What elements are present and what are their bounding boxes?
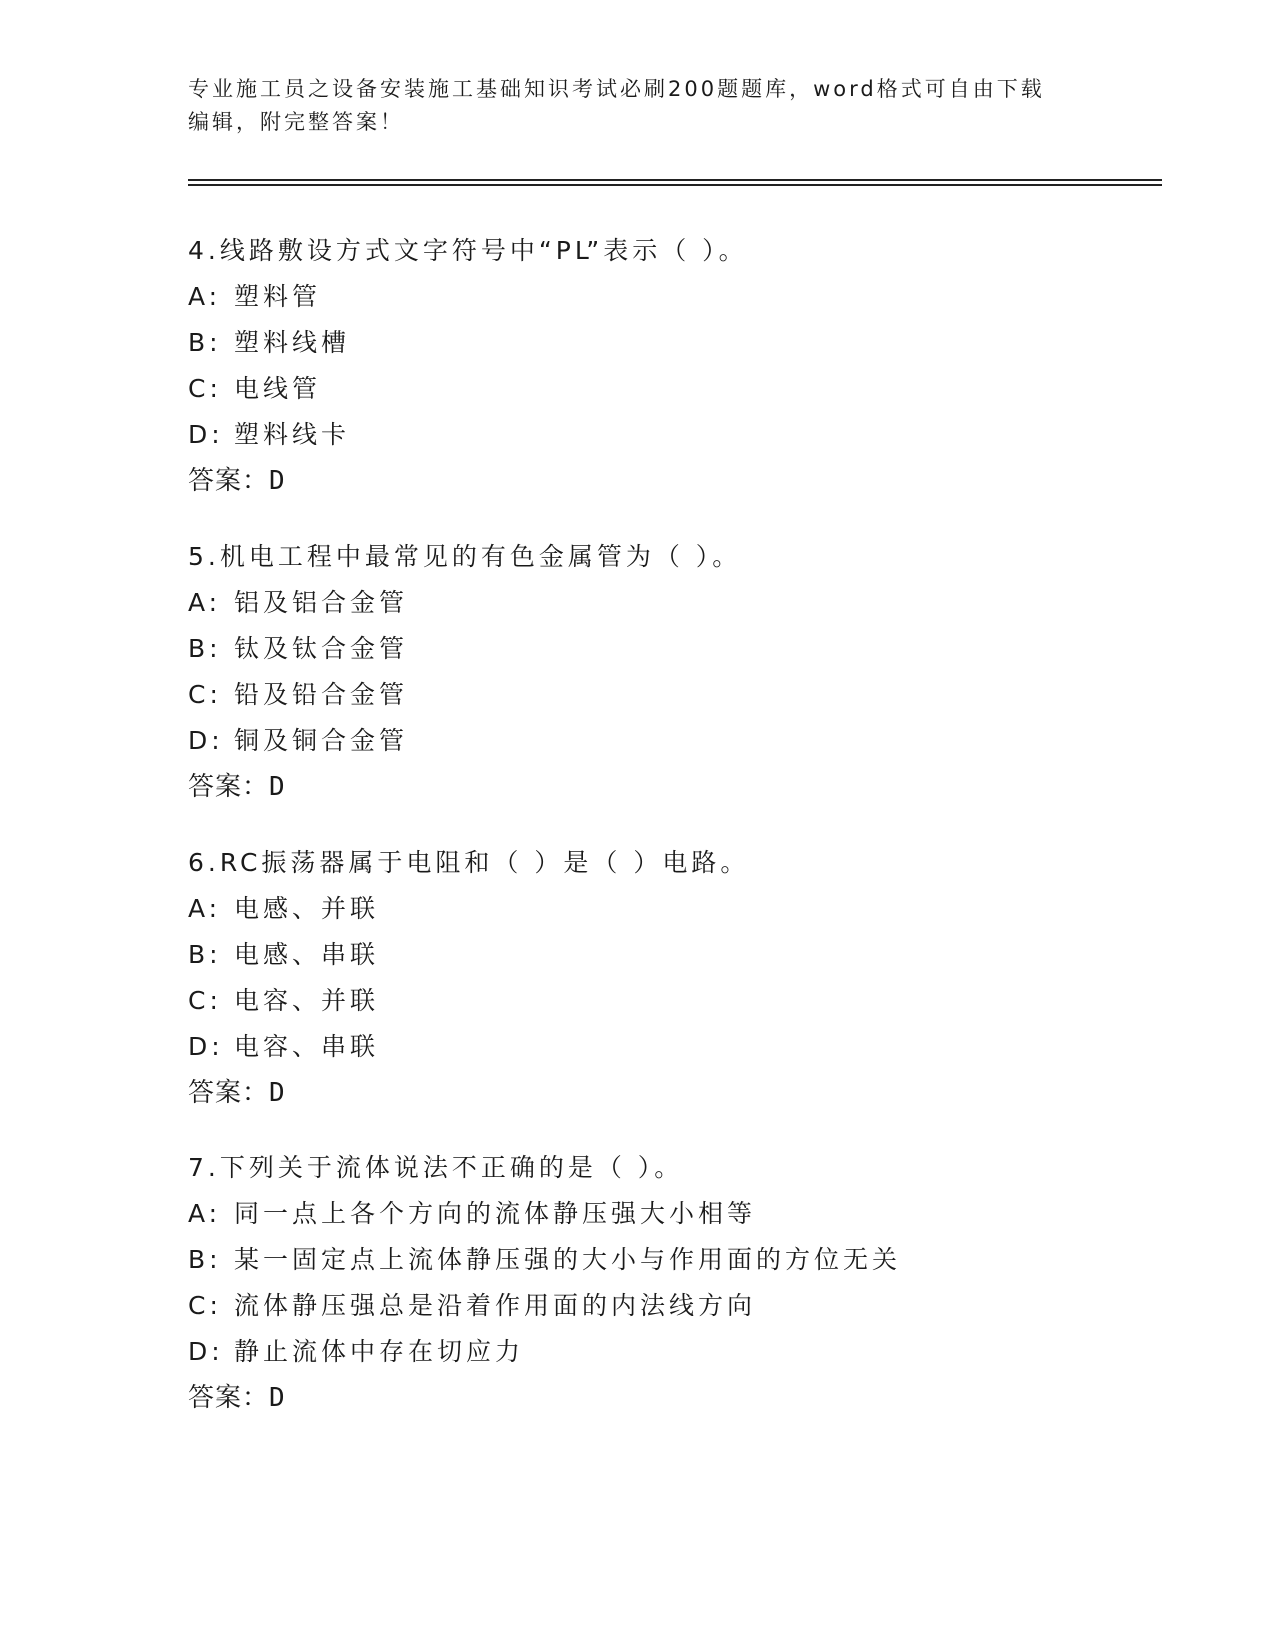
option-text: 电感、并联 bbox=[234, 894, 380, 923]
question-stem: 7.下列关于流体说法不正确的是（ ）。 bbox=[188, 1153, 684, 1182]
answer-line bbox=[188, 1070, 1148, 1116]
option-d bbox=[188, 718, 1148, 764]
option-letter: A: bbox=[188, 282, 222, 311]
answer-label: 答案： bbox=[188, 1078, 270, 1108]
option-b bbox=[188, 320, 1148, 366]
option-text: 电容、并联 bbox=[234, 986, 380, 1015]
option-text: 电感、串联 bbox=[234, 940, 380, 969]
question-stem: 4.线路敷设方式文字符号中“PL”表示（ ）。 bbox=[188, 236, 748, 265]
option-letter: A: bbox=[188, 1199, 222, 1228]
option-c bbox=[188, 366, 1148, 412]
question-5 bbox=[188, 534, 1148, 810]
answer-label: 答案： bbox=[188, 466, 270, 496]
question-stem: 5.机电工程中最常见的有色金属管为（ ）。 bbox=[188, 542, 742, 571]
answer-line bbox=[188, 764, 1148, 810]
option-a bbox=[188, 580, 1148, 626]
option-text: 铅及铅合金管 bbox=[234, 680, 409, 709]
option-letter: B: bbox=[188, 940, 222, 969]
option-text: 静止流体中存在切应力 bbox=[234, 1337, 525, 1366]
answer-label: 答案： bbox=[188, 1383, 270, 1413]
option-text: 电线管 bbox=[234, 374, 322, 403]
option-d bbox=[188, 1024, 1148, 1070]
option-text: 同一点上各个方向的流体静压强大小相等 bbox=[234, 1199, 757, 1228]
answer-line bbox=[188, 458, 1148, 504]
option-letter: C: bbox=[188, 1291, 222, 1320]
option-text: 电容、串联 bbox=[234, 1032, 380, 1061]
option-c bbox=[188, 672, 1148, 718]
document-header bbox=[188, 73, 1068, 139]
option-a bbox=[188, 274, 1148, 320]
question-4 bbox=[188, 228, 1148, 504]
option-d bbox=[188, 412, 1148, 458]
option-letter: D: bbox=[188, 726, 224, 755]
question-stem: 6.RC振荡器属于电阻和（ ）是（ ）电路。 bbox=[188, 848, 750, 877]
option-letter: C: bbox=[188, 374, 222, 403]
option-a bbox=[188, 1191, 1148, 1237]
option-text: 铜及铜合金管 bbox=[234, 726, 409, 755]
option-letter: A: bbox=[188, 894, 222, 923]
option-d bbox=[188, 1329, 1148, 1375]
answer-value: D bbox=[269, 1383, 286, 1413]
header-title-line-1: 专业施工员之设备安装施工基础知识考试必刷200题题库，word格式可自由下载 bbox=[188, 77, 1045, 101]
answer-label: 答案： bbox=[188, 772, 270, 802]
option-letter: C: bbox=[188, 986, 222, 1015]
header-title-line-2: 编辑，附完整答案！ bbox=[188, 110, 404, 134]
option-letter: B: bbox=[188, 328, 222, 357]
answer-line bbox=[188, 1375, 1148, 1421]
option-text: 铝及铝合金管 bbox=[234, 588, 409, 617]
option-text: 钛及钛合金管 bbox=[234, 634, 409, 663]
option-letter: B: bbox=[188, 1245, 222, 1274]
option-letter: C: bbox=[188, 680, 222, 709]
option-text: 流体静压强总是沿着作用面的内法线方向 bbox=[234, 1291, 757, 1320]
option-b bbox=[188, 1237, 1148, 1283]
option-letter: B: bbox=[188, 634, 222, 663]
option-c bbox=[188, 1283, 1148, 1329]
option-letter: A: bbox=[188, 588, 222, 617]
option-c bbox=[188, 978, 1148, 1024]
option-text: 塑料线槽 bbox=[234, 328, 351, 357]
question-6 bbox=[188, 840, 1148, 1116]
question-7 bbox=[188, 1145, 1148, 1421]
header-divider-bottom bbox=[188, 184, 1162, 186]
answer-value: D bbox=[269, 772, 286, 802]
option-text: 塑料管 bbox=[234, 282, 322, 311]
option-text: 塑料线卡 bbox=[234, 420, 351, 449]
option-letter: D: bbox=[188, 1337, 224, 1366]
option-a bbox=[188, 886, 1148, 932]
answer-value: D bbox=[269, 1078, 286, 1108]
option-b bbox=[188, 932, 1148, 978]
option-b bbox=[188, 626, 1148, 672]
option-letter: D: bbox=[188, 1032, 224, 1061]
header-divider-top bbox=[188, 179, 1162, 181]
answer-value: D bbox=[269, 466, 286, 496]
option-text: 某一固定点上流体静压强的大小与作用面的方位无关 bbox=[234, 1245, 902, 1274]
option-letter: D: bbox=[188, 420, 224, 449]
